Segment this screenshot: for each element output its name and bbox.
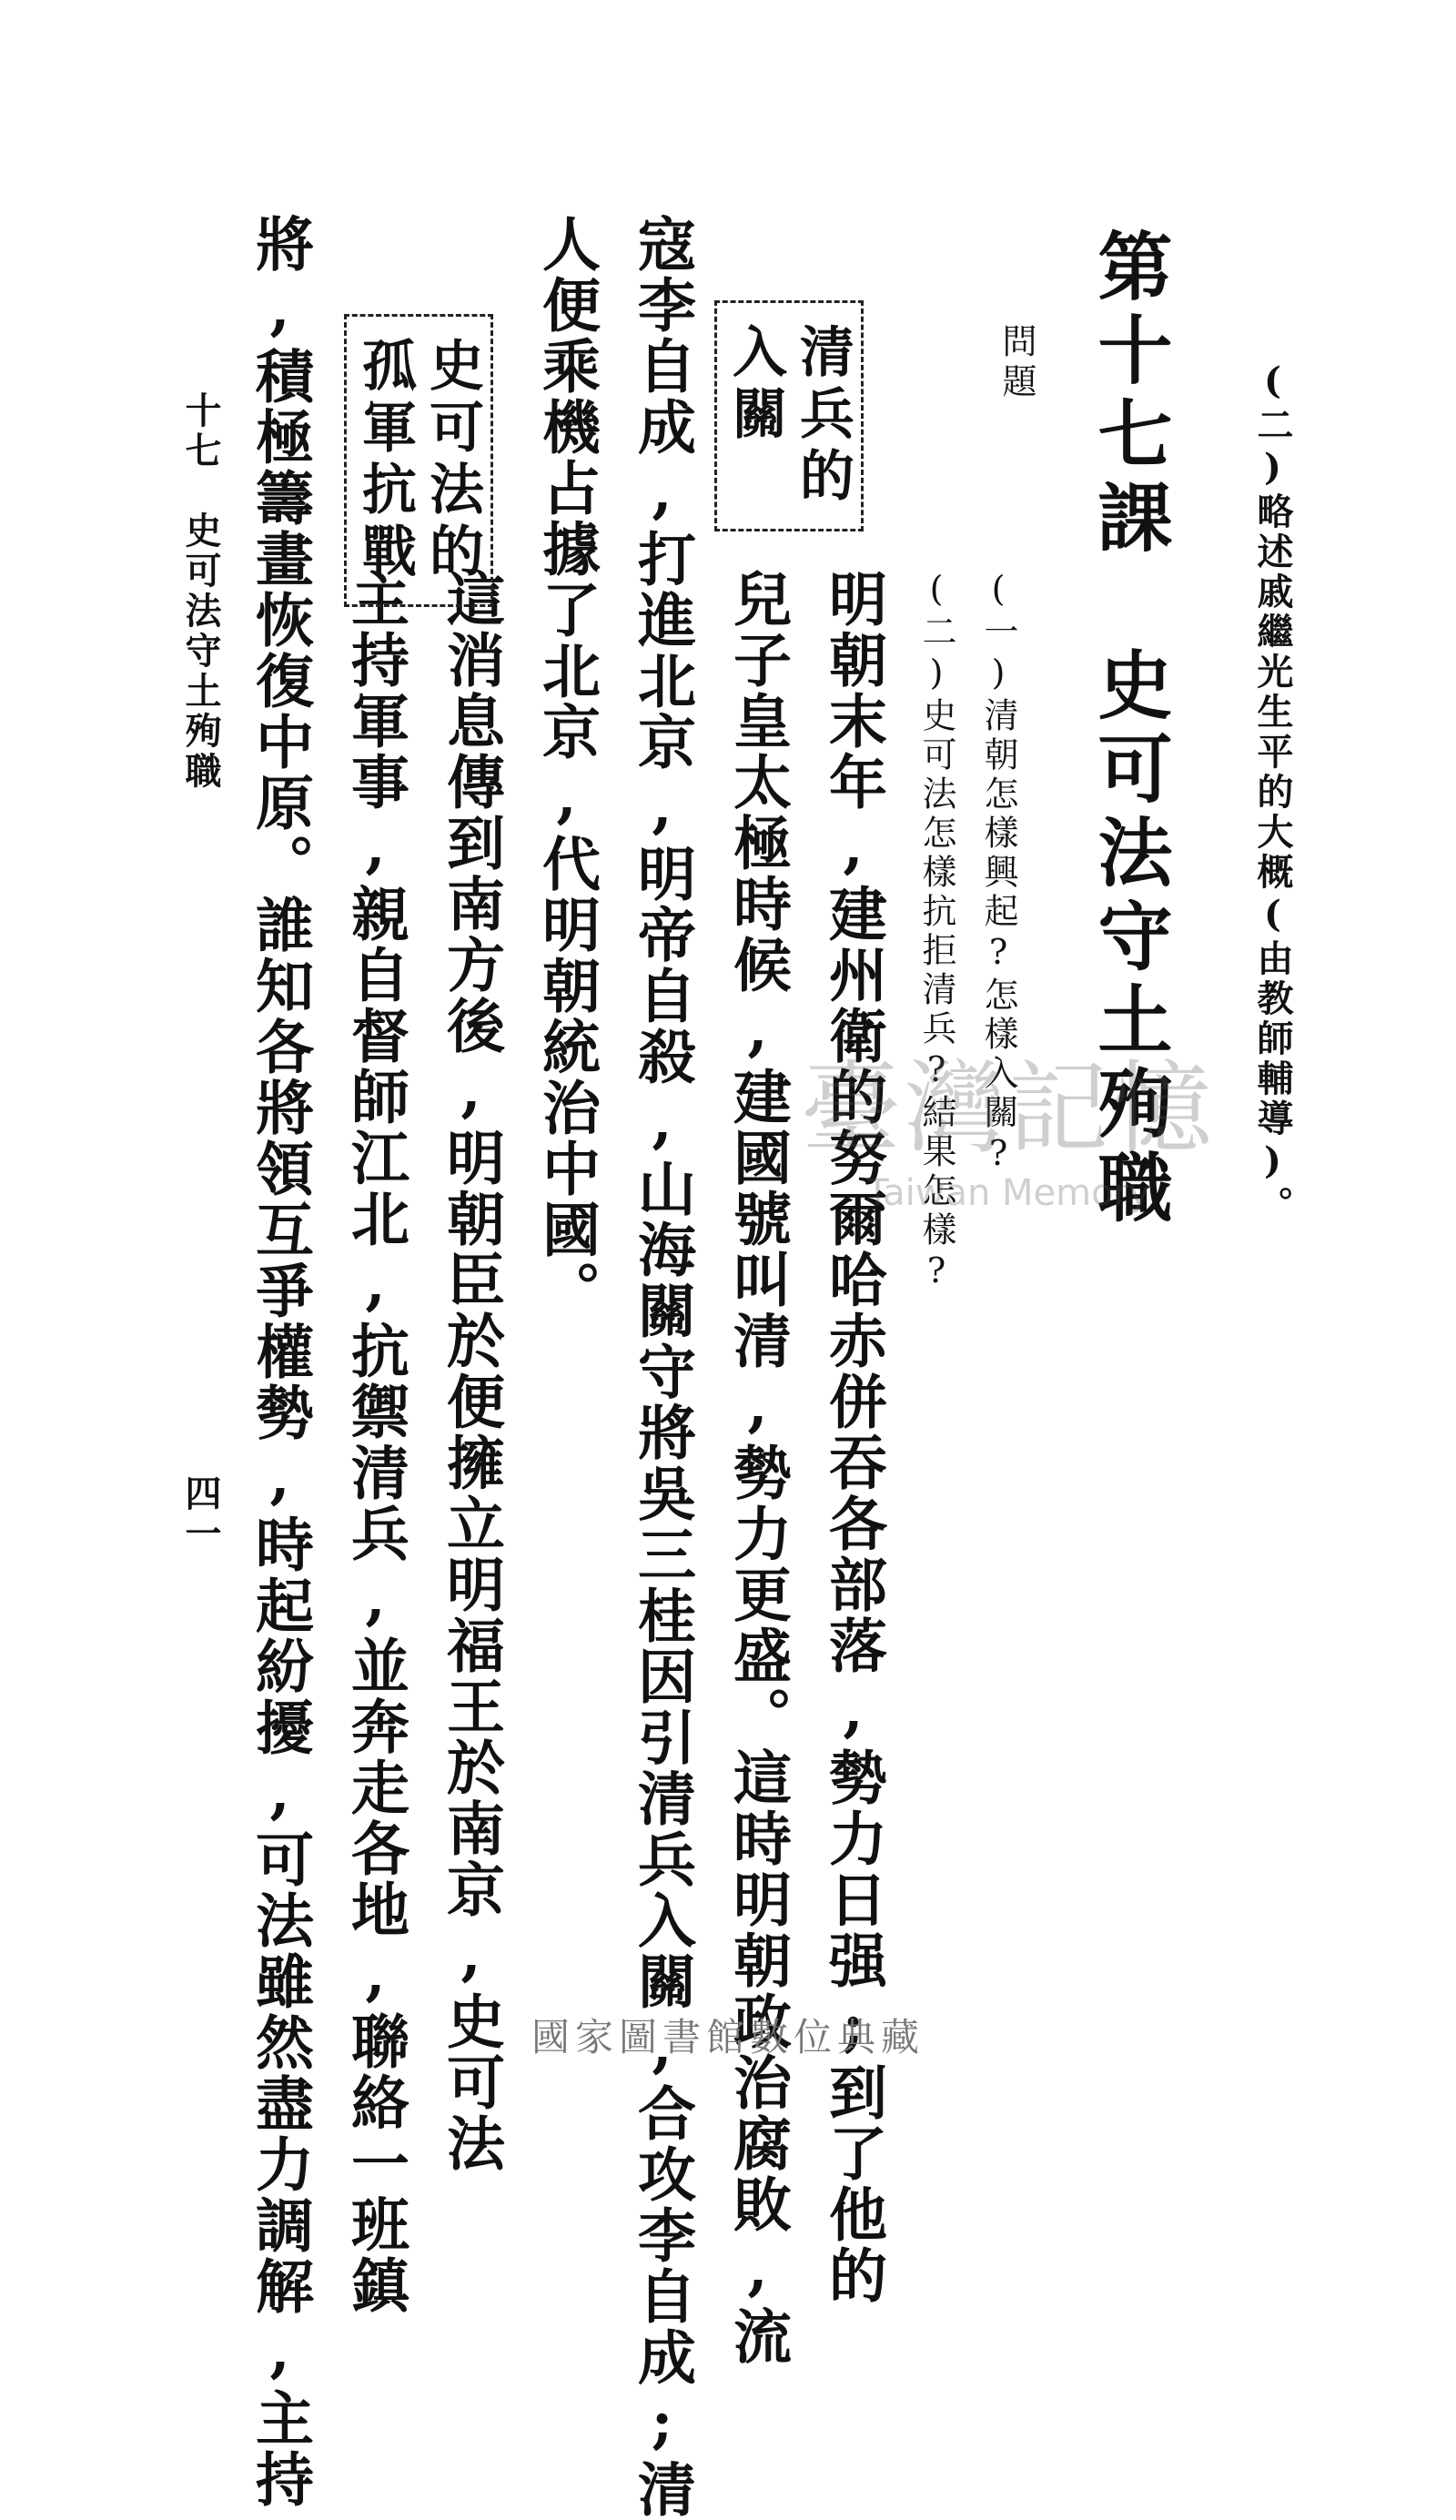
side-heading-shi-kefa-resistance xyxy=(344,314,493,607)
footer-credit: 國家圖書館數位典藏 xyxy=(531,2015,925,2060)
body-column: 這消息傳到南方後,明朝臣於便擁立明福王於南京,史可法 xyxy=(437,569,505,2174)
body-column: 主持軍事,親自督師江北,抗禦清兵,並奔走各地,聯絡一班鎮 xyxy=(341,569,410,2316)
review-note-line: (二)略述戚繼光生平的大概(由教師輔導)。 xyxy=(1251,359,1294,1226)
question-1: (一)清朝怎樣興起?怎樣入關? xyxy=(978,569,1018,1178)
questions-label: 問題 xyxy=(996,323,1036,403)
watermark-chinese: 臺灣記憶 xyxy=(801,1050,1216,1167)
body-column: 明朝末年,建州衛的努爾哈赤併吞各部落,勢力日强;到了他的 xyxy=(819,569,887,2306)
question-2: (二)史可法怎樣抗拒清兵?結果怎樣? xyxy=(916,569,956,1295)
body-column: 人便乘機占據了北京,代明朝統治中國。 xyxy=(532,214,601,1321)
running-head: 十七 史可法守土殉職 xyxy=(179,391,222,792)
page-number: 四一 xyxy=(179,1474,222,1554)
side-heading-line: 入關 xyxy=(723,323,787,447)
lesson-title: 第十七課 史可法守土殉職 xyxy=(1086,228,1173,1232)
taiwan-memory-watermark xyxy=(801,1028,1216,1214)
side-heading-line: 史可法的 xyxy=(420,337,484,584)
body-column: 將,積極籌畫恢復中原。誰知各將領互爭權勢,時起紛擾,可法雖然盡力調解,主持 xyxy=(246,214,314,2510)
side-heading-line: 清兵的 xyxy=(791,323,854,509)
watermark-english: Taiwan Memory xyxy=(866,1172,1150,1214)
side-heading-qing-entry xyxy=(714,300,864,531)
side-heading-line: 孤軍抗戰 xyxy=(353,337,417,584)
body-column: 寇李自成,打進北京,明帝自殺,山海關守將吳三桂因引清兵入關,合攻李自成;清 xyxy=(628,214,696,2520)
body-column: 兒子皇太極時候,建國號叫清,勢力更盛。這時明朝政治腐敗,流 xyxy=(723,569,792,2367)
